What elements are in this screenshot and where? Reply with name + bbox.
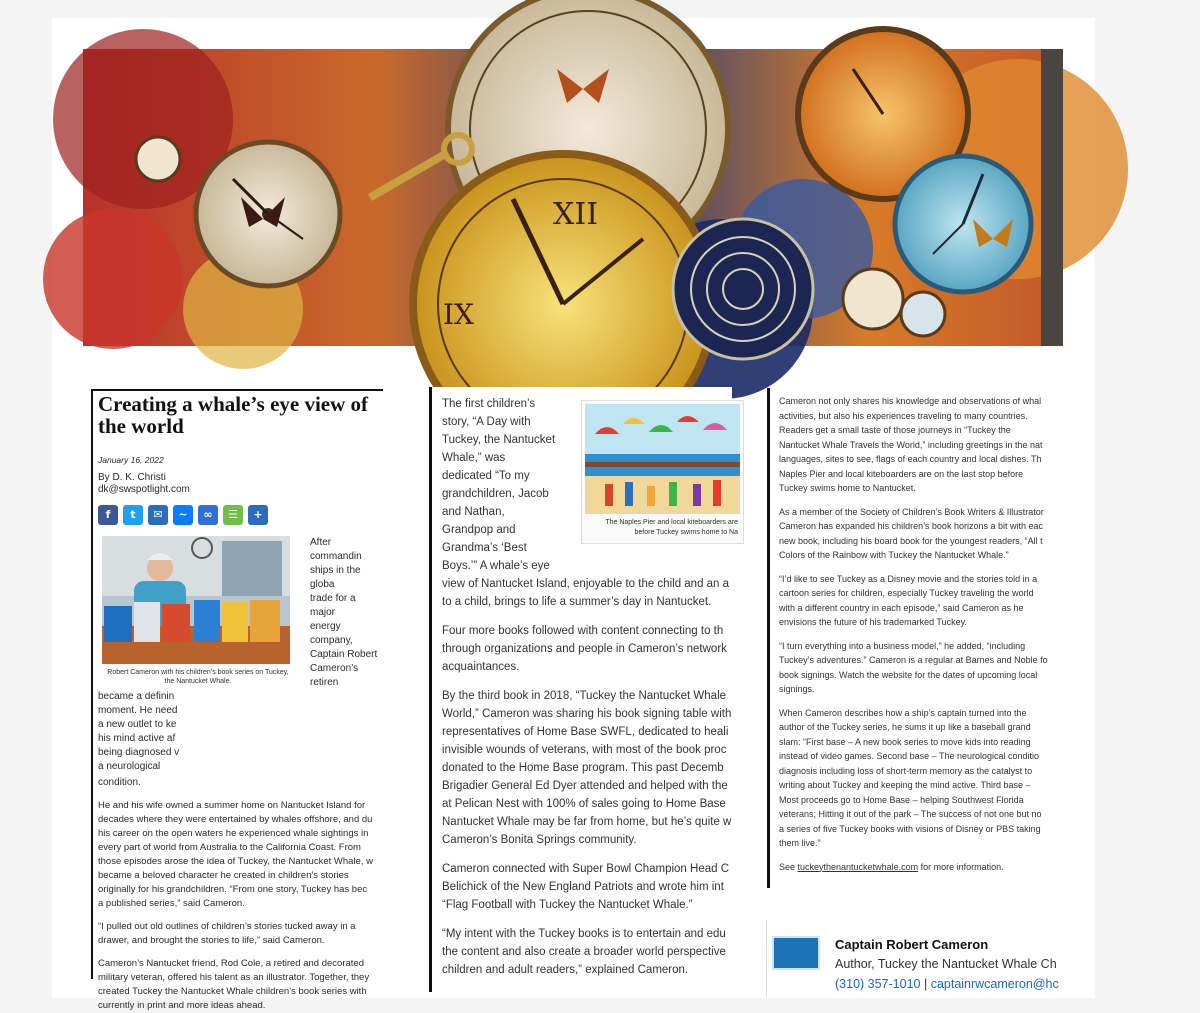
- text-line: with a different country in each episode,” said Cameron as he: [779, 602, 1024, 613]
- text-line: representatives of Home Base SWFL, dedicated to heali: [442, 726, 729, 738]
- byline: [98, 472, 383, 496]
- text-line: grandchildren, Jacob: [442, 488, 549, 500]
- see-more-line: [779, 860, 1065, 875]
- lead-line: Cameron’s retiren: [310, 663, 359, 688]
- body-paragraph: [779, 505, 1065, 563]
- body-paragraph: [442, 622, 732, 676]
- website-link[interactable]: tuckeythenantucketwhale.com: [797, 861, 919, 872]
- lead-end: condition.: [98, 777, 141, 788]
- text-line: “I turn everything into a business model,” he added, “including: [779, 640, 1026, 651]
- text-line: a published series,” said Cameron.: [98, 898, 245, 909]
- body-paragraph: [442, 925, 732, 979]
- lead-line: trade for a major: [310, 593, 356, 618]
- text-line: World,” Cameron was sharing his book signing table with: [442, 708, 732, 720]
- clock-collage-image: [83, 49, 1063, 346]
- kiteboard-figure: [581, 400, 744, 544]
- text-line: Readers get a small taste of those journeys in “Tuckey the: [779, 425, 1011, 435]
- link-icon[interactable]: ∞: [198, 505, 218, 525]
- text-line: Cameron has expanded his children’s book horizons a bit with eac: [779, 521, 1043, 531]
- twitter-icon[interactable]: t: [123, 505, 143, 525]
- body-paragraph: [98, 957, 383, 1013]
- text-line: When Cameron describes how a ship’s captain turned into the: [779, 707, 1027, 718]
- text-line: dedicated “To my: [442, 470, 530, 482]
- text-line: Most proceeds go to Home Base – helping Southwest Florida: [779, 794, 1024, 805]
- text-line: Cameron connected with Super Bowl Champion Head C: [442, 863, 730, 875]
- text-line: those episodes arose the idea of Tuckey, the Nantucket Whale, w: [98, 856, 373, 867]
- text-line: story, “A Day with: [442, 416, 531, 428]
- text-line: He and his wife owned a summer home on Nantucket Island for: [98, 800, 366, 811]
- body-paragraph: [779, 706, 1065, 851]
- text-line: veterans; Hitting it out of the park – The success of not one but no: [779, 809, 1042, 819]
- lead-line: moment. He need: [98, 705, 178, 716]
- lead-line: his mind active af: [98, 733, 176, 744]
- text-line: currently in print and more ideas ahead.: [98, 1000, 266, 1011]
- body-paragraph: [779, 394, 1065, 496]
- text-line: Tuckey’s adventures.” Cameron is a regular at Barnes and Noble fo: [779, 655, 1048, 665]
- body-paragraph: [98, 920, 383, 948]
- sms-icon[interactable]: ☰: [223, 505, 243, 525]
- left-body: [98, 774, 383, 1013]
- text-line: originally for his grandchildren. “From one story, Tuckey has bec: [98, 884, 368, 895]
- text-line: children and adult readers,” explained Cameron.: [442, 964, 689, 976]
- text-line: cartoon series for children, especially Tuckey traveling the world: [779, 588, 1034, 598]
- lead-line: ships in the globa: [310, 565, 361, 590]
- headline-line-1: Creating a whale’s eye view of: [98, 392, 369, 416]
- photo-caption: Robert Cameron with his children’s book series on Tuckey, the Nantucket Whale.: [107, 669, 289, 685]
- author-name: By D. K. Christi: [98, 472, 166, 483]
- text-line: them live.”: [779, 838, 821, 848]
- text-line: to a child, brings to life a summer’s day in Nantucket.: [442, 596, 712, 608]
- text-line: became a beloved character he created in children’s stories: [98, 870, 349, 881]
- text-line: “My intent with the Tuckey books is to entertain and edu: [442, 928, 726, 940]
- kiteboard-illustration: [585, 404, 740, 514]
- text-line: By the third book in 2018, “Tuckey the Nantucket Whale: [442, 690, 727, 702]
- facebook-icon[interactable]: f: [98, 505, 118, 525]
- contact-phone[interactable]: (310) 357-1010: [835, 977, 921, 991]
- article-date: January 16, 2022: [98, 455, 164, 465]
- messenger-icon[interactable]: ~: [173, 505, 193, 525]
- contact-name: Captain Robert Cameron: [835, 937, 989, 952]
- article-clipping-middle: [429, 387, 738, 992]
- text-line: Colors of the Rainbow with Tuckey the Nantucket Whale.”: [779, 550, 1009, 560]
- svg-text:XII: XII: [553, 197, 599, 232]
- author-photo: [102, 536, 290, 664]
- text-line: Cameron’s Nantucket friend, Rod Cole, a retired and decorated: [98, 958, 364, 969]
- text-line: Nantucket Whale may be far from home, but he’s quite w: [442, 816, 732, 828]
- body-paragraph: [779, 639, 1065, 697]
- share-bar: [98, 505, 383, 525]
- contact-separator: |: [920, 977, 931, 991]
- text-line: Tuckey swims home to Nantucket.: [779, 483, 916, 493]
- lead-line: being diagnosed v: [98, 747, 180, 758]
- text-line: Tuckey, the Nantucket: [442, 434, 556, 446]
- text-line: “I pulled out old outlines of children’s stories tucked away in a: [98, 921, 356, 932]
- author-email[interactable]: dk@swspotlight.com: [98, 484, 190, 495]
- article-clipping-right: [767, 388, 1065, 888]
- text-line: invisible wounds of veterans, with most of the book proc: [442, 744, 727, 756]
- text-line: “Flag Football with Tuckey the Nantucket Whale.”: [442, 899, 693, 911]
- text-line: Grandpop and: [442, 524, 516, 536]
- text-line: Belichick of the New England Patriots and wrote him int: [442, 881, 724, 893]
- lead-line: After commandin: [310, 537, 362, 562]
- body-paragraph: [98, 799, 383, 911]
- text-line: his career on the open waters he experienced whale sightings in: [98, 828, 369, 839]
- lead-line: energy company,: [310, 621, 353, 646]
- text-line: The first children’s: [442, 398, 536, 410]
- text-line: instead of video games. Second base – The neurological conditio: [779, 751, 1040, 761]
- text-line: signings.: [779, 684, 815, 694]
- article-clipping-left: [91, 389, 383, 1011]
- article-headline: [98, 393, 383, 437]
- text-line: the content and also create a broader world perspective: [442, 946, 726, 958]
- author-photo-figure: [102, 536, 300, 686]
- lead-line: Captain Robert: [310, 649, 378, 660]
- caption-line: before Tuckey swims home to Na: [634, 529, 738, 536]
- text-line: Cameron not only shares his knowledge and observations of whal: [779, 396, 1042, 406]
- lead-line: a neurological: [98, 761, 161, 772]
- text-line: new book, including his board book for the youngest readers, “All t: [779, 535, 1043, 546]
- plus-icon[interactable]: +: [248, 505, 268, 525]
- text-line: and Nathan,: [442, 506, 505, 518]
- author-photo-image: [102, 536, 290, 664]
- body-paragraph: [442, 860, 732, 914]
- lead-line: became a definin: [98, 691, 175, 702]
- lead-line: a new outlet to ke: [98, 719, 177, 730]
- text-line: diagnosis including loss of short-term memory as the catalyst to: [779, 765, 1033, 776]
- text-line: military veteran, offered his talent as an illustrator. Together, they: [98, 972, 370, 983]
- text-line: through organizations and people in Cameron’s network: [442, 643, 727, 655]
- text-line: author of the Tuckey series, he sums it up like a baseball grand: [779, 722, 1031, 732]
- author-contact-card: [766, 920, 1066, 998]
- text-line: Naples Pier and local kiteboarders are on the last stop before: [779, 468, 1024, 479]
- text-line: Cameron’s Bonita Springs community.: [442, 834, 637, 846]
- clock-collage-banner: [83, 49, 1063, 346]
- text-line: writing about Tuckey and keeping the mind active. Third base –: [779, 780, 1031, 790]
- text-line: Four more books followed with content connecting to th: [442, 625, 724, 637]
- text-line: created Tuckey the Nantucket Whale children’s book series with: [98, 986, 367, 997]
- text-line: every part of world from Australia to the California Coast. From: [98, 842, 361, 853]
- text-line: languages, sites to see, flags of each country and local dishes. Th: [779, 454, 1042, 464]
- text-line: envisions the future of his trademarked Tuckey.: [779, 617, 967, 627]
- contact-details: [835, 977, 1059, 991]
- see-suffix: for more information.: [918, 861, 1004, 872]
- headline-line-2: the world: [98, 414, 184, 438]
- text-line: Grandma’s ‘Best: [442, 542, 527, 554]
- text-line: a series of five Tuckey books with visions of Disney or PBS taking: [779, 823, 1041, 834]
- text-line: “I’d like to see Tuckey as a Disney movie and the stories told in a: [779, 573, 1038, 584]
- caption-line: The Naples Pier and local kiteboarders are: [605, 519, 738, 526]
- text-line: view of Nantucket Island, enjoyable to the child and an a: [442, 578, 730, 590]
- contact-role: Author, Tuckey the Nantucket Whale Ch: [835, 957, 1057, 971]
- see-prefix: See: [779, 861, 798, 872]
- book-logo-icon: [772, 936, 820, 970]
- text-line: slam: “First base – A new book series to move kids into reading: [779, 736, 1031, 747]
- text-line: decades where they were entertained by whales offshore, and du: [98, 814, 373, 825]
- text-line: As a member of the Society of Children’s Book Writers & Illustrator: [779, 506, 1044, 517]
- text-line: book signings. Watch the website for the dates of upcoming local: [779, 669, 1038, 680]
- svg-text:IX: IX: [443, 298, 474, 331]
- email-icon[interactable]: ✉: [148, 505, 168, 525]
- text-line: at Pelican Nest with 100% of sales going to Home Base: [442, 798, 726, 810]
- text-line: activities, but also his experiences traveling to many countries.: [779, 410, 1028, 421]
- text-line: Whale,” was: [442, 452, 506, 464]
- text-line: acquaintances.: [442, 661, 520, 673]
- kiteboard-caption: [585, 514, 740, 540]
- contact-email[interactable]: captainrwcameron@hc: [930, 977, 1059, 991]
- text-line: Brigadier General Ed Dyer attended and helped with the: [442, 780, 728, 792]
- text-line: donated to the Home Base program. This past Decemb: [442, 762, 724, 774]
- body-paragraph: [442, 687, 732, 849]
- text-line: drawer, and brought the stories to life,” said Cameron.: [98, 935, 325, 946]
- body-paragraph: [779, 572, 1065, 630]
- text-line: Nantucket Whale Travels the World,” including greetings in the nat: [779, 439, 1043, 450]
- kiteboard-image: [585, 404, 740, 514]
- text-line: Boys.’” A whale’s eye: [442, 560, 550, 572]
